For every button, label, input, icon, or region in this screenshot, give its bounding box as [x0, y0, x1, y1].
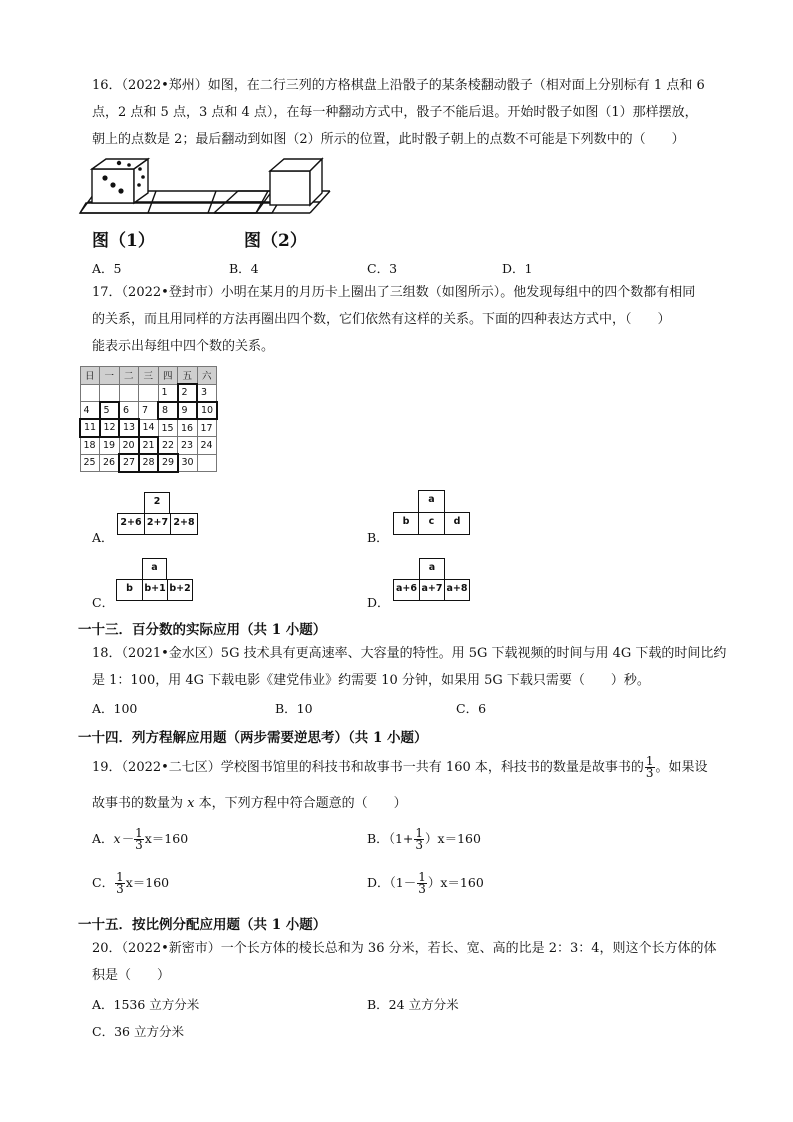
q18-option-c: C．6 [456, 701, 487, 716]
calendar-cell: 23 [178, 437, 198, 455]
shape-right: d [444, 512, 470, 535]
calendar-table [79, 366, 218, 473]
opt-label: B． [367, 831, 389, 846]
calendar-cell: 12 [100, 419, 120, 437]
shape-left: b [393, 512, 419, 535]
calendar-header: 三 [139, 367, 159, 385]
shape-right: a+8 [444, 579, 470, 601]
calendar-cell: 26 [100, 454, 120, 472]
opt-label: C． [92, 875, 115, 890]
q18-option-b: B．10 [275, 701, 313, 716]
q19-line2 [92, 795, 407, 813]
q17-option-d-label: D． [367, 595, 390, 610]
calendar-cell: 20 [119, 437, 139, 455]
q17-option-a-label: A． [92, 530, 114, 545]
calendar-header: 二 [119, 367, 139, 385]
q16-option-a: A．5 [92, 261, 122, 276]
fraction-one-third [645, 756, 655, 779]
shape-mid: 2+7 [144, 513, 171, 535]
shape-right: b+2 [167, 579, 193, 601]
q17-option-c-shape [116, 558, 194, 602]
q18-line1: 18．（2021•金水区）5G 技术具有更高速率、大容量的特性。用 5G 下载视频的时间与用 4G 下载的时间比约 [92, 646, 727, 661]
q17-line3: 能表示出每组中四个数的关系。 [92, 339, 275, 354]
calendar-cell: 3 [197, 384, 217, 402]
q17-line1: 17．（2022•登封市）小明在某月的月历卡上圈出了三组数（如图所示）。他发现每组中的四个数都有相同 [92, 285, 696, 300]
calendar-cell: 14 [139, 419, 159, 437]
q17-option-b-label: B． [367, 530, 389, 545]
q16-option-d: D．1 [502, 261, 533, 276]
shape-top: a [142, 558, 167, 580]
fraction [414, 828, 424, 851]
q16-line3: 朝上的点数是 2；最后翻动到如图（2）所示的位置，此时骰子朝上的点数不可能是下列数中的（ ） [92, 132, 685, 147]
q20-option-a: A．1536 立方分米 [92, 997, 200, 1012]
frac-den: 3 [645, 766, 654, 780]
calendar-cell [139, 384, 159, 402]
q19-option-b [367, 828, 481, 851]
shape-top: 2 [144, 492, 170, 514]
calendar-cell: 2 [178, 384, 198, 402]
frac-num: 1 [116, 870, 124, 884]
q16-option-c: C．3 [367, 261, 398, 276]
q17-option-c-label: C． [92, 595, 115, 610]
opt-pre: （1－ [389, 875, 417, 890]
q19-line1-text: 19．（2022•二七区）学校图书馆里的科技书和故事书一共有 160 本，科技书的数量是故事书的 [92, 760, 644, 775]
opt-label: A． [92, 831, 114, 846]
section-14-heading: 一十四．列方程解应用题（两步需要逆思考）（共 1 小题） [78, 730, 428, 746]
calendar-cell: 27 [119, 454, 139, 472]
fraction [134, 828, 144, 851]
calendar-cell: 9 [178, 402, 198, 420]
q19-option-a [92, 828, 188, 851]
q16-line1: 16．（2022•郑州）如图，在二行三列的方格棋盘上沿骰子的某条棱翻动骰子（相对面上分别标有 1 点和 6 [92, 78, 705, 93]
q17-option-a-shape [117, 492, 197, 536]
frac-num: 1 [645, 754, 654, 768]
calendar-cell [119, 384, 139, 402]
fig1-caption: 图（1） [92, 231, 155, 251]
frac-den: 3 [418, 882, 426, 896]
opt-post: x＝160 [144, 831, 189, 846]
q19-option-d [367, 872, 484, 895]
q19-option-c [92, 872, 169, 895]
q20-option-b: B．24 立方分米 [367, 997, 459, 1012]
calendar-cell: 7 [139, 402, 159, 420]
calendar-cell: 10 [197, 402, 217, 420]
calendar-cell: 25 [80, 454, 100, 472]
opt-pre: （1+ [388, 831, 414, 846]
frac-den: 3 [116, 882, 124, 896]
calendar-cell [80, 384, 100, 402]
calendar-cell: 4 [80, 402, 100, 420]
calendar-header: 一 [100, 367, 120, 385]
q17-option-b-shape [393, 490, 471, 536]
calendar-cell: 24 [197, 437, 217, 455]
q19-line1 [92, 756, 708, 779]
opt-post: ）x＝160 [427, 875, 484, 890]
fraction [115, 872, 125, 895]
shape-left: b [116, 579, 143, 601]
calendar-header: 四 [158, 367, 178, 385]
calendar-cell: 6 [119, 402, 139, 420]
q16-line2: 点，2 点和 5 点，3 点和 4 点），在每一种翻动方式中，骰子不能后退。开始时骰子如图（1）那样摆放， [92, 105, 698, 120]
calendar-cell: 30 [178, 454, 198, 472]
q18-option-a: A．100 [92, 701, 138, 716]
calendar-cell: 29 [158, 454, 178, 472]
shape-top: a [418, 490, 445, 513]
shape-top: a [419, 558, 445, 580]
opt-label: D． [367, 875, 390, 890]
dice-figure-2 [210, 155, 338, 217]
shape-left: 2+6 [117, 513, 145, 535]
fig2-caption: 图（2） [244, 231, 307, 251]
calendar-header: 六 [197, 367, 217, 385]
section-13-heading: 一十三．百分数的实际应用（共 1 小题） [78, 622, 327, 638]
frac-den: 3 [135, 838, 143, 852]
q20-line2: 积是（ ） [92, 968, 171, 983]
opt-post: ）x＝160 [425, 831, 481, 846]
frac-num: 1 [135, 826, 143, 840]
calendar-header: 日 [80, 367, 100, 385]
calendar-cell [100, 384, 120, 402]
calendar-cell: 8 [158, 402, 178, 420]
shape-mid: b+1 [142, 579, 168, 601]
calendar-cell: 5 [100, 402, 120, 420]
shape-mid: c [418, 512, 445, 535]
calendar-cell: 15 [158, 419, 178, 437]
shape-mid: a+7 [419, 579, 445, 601]
section-15-heading: 一十五．按比例分配应用题（共 1 小题） [78, 917, 327, 933]
shape-left: a+6 [393, 579, 420, 601]
calendar-cell [197, 454, 217, 472]
fraction [417, 872, 427, 895]
q17-option-d-shape [393, 558, 471, 602]
calendar-cell: 1 [158, 384, 178, 402]
calendar-cell: 21 [139, 437, 159, 455]
calendar-cell: 17 [197, 419, 217, 437]
opt-pre: x－ [113, 831, 134, 846]
calendar-cell: 28 [139, 454, 159, 472]
calendar-header: 五 [178, 367, 198, 385]
q17-line2: 的关系，而且用同样的方法再圈出四个数，它们依然有这样的关系。下面的四种表达方式中，（ ） [92, 312, 671, 327]
calendar-cell: 22 [158, 437, 178, 455]
q19-line2-tail: 本，下列方程中符合题意的（ ） [198, 796, 407, 811]
q19-var: x [187, 796, 195, 811]
calendar-cell: 13 [119, 419, 139, 437]
frac-den: 3 [415, 838, 424, 852]
q16-option-b: B．4 [229, 261, 259, 276]
calendar-cell: 18 [80, 437, 100, 455]
opt-post: x＝160 [125, 875, 170, 890]
calendar-cell: 19 [100, 437, 120, 455]
calendar-cell: 11 [80, 419, 100, 437]
frac-num: 1 [418, 870, 426, 884]
q20-option-c: C．36 立方分米 [92, 1024, 184, 1039]
q18-line2: 是 1：100，用 4G 下载电影《建党伟业》约需要 10 分钟，如果用 5G 下载只需要（ ）秒。 [92, 673, 650, 688]
frac-num: 1 [415, 826, 424, 840]
q19-line2-text: 故事书的数量为 [92, 796, 184, 811]
q19-line1-tail: 。如果设 [655, 760, 708, 775]
q20-line1: 20．（2022•新密市）一个长方体的棱长总和为 36 分米，若长、宽、高的比是 2：3：4，则这个长方体的体 [92, 941, 717, 956]
calendar-cell: 16 [178, 419, 198, 437]
shape-right: 2+8 [170, 513, 198, 535]
